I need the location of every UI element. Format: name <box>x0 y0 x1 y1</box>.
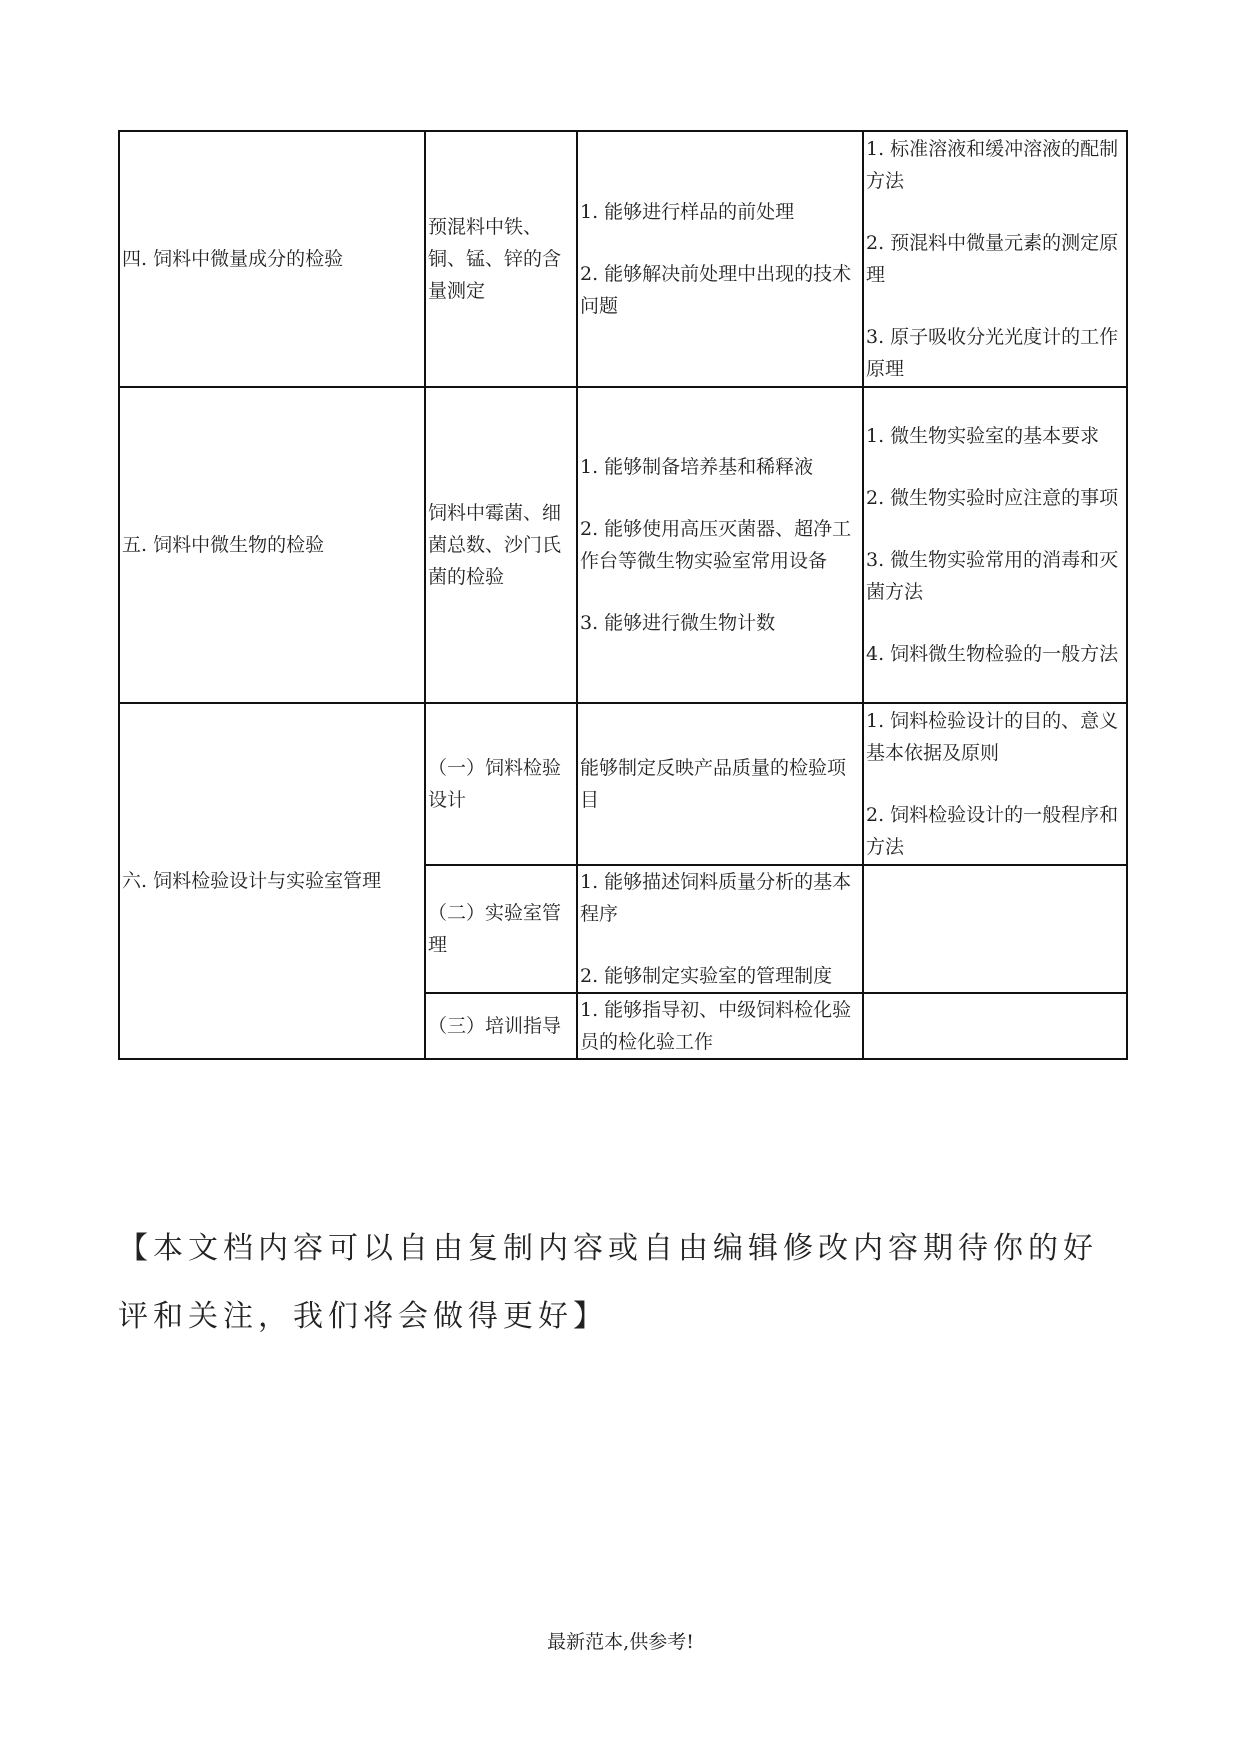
skill-item: 能够制定反映产品质量的检验项目 <box>580 757 847 811</box>
page-footer: 最新范本,供参考! <box>547 1631 694 1653</box>
skills-cell <box>577 131 863 387</box>
knowledge-item: 2. 预混料中微量元素的测定原理 <box>866 232 1119 286</box>
content-cell: 预混料中铁、铜、锰、锌的含量测定 <box>425 131 577 387</box>
module-cell: 四. 饲料中微量成分的检验 <box>119 131 425 387</box>
knowledge-item: 2. 饲料检验设计的一般程序和方法 <box>866 804 1119 858</box>
knowledge-item: 2. 微生物实验时应注意的事项 <box>866 487 1119 509</box>
knowledge-item: 3. 原子吸收分光光度计的工作原理 <box>866 326 1119 380</box>
module-cell: 五. 饲料中微生物的检验 <box>119 387 425 703</box>
table-row <box>119 131 1127 387</box>
knowledge-cell <box>863 993 1127 1059</box>
skills-cell <box>577 387 863 703</box>
table-row <box>119 387 1127 703</box>
knowledge-item: 3. 微生物实验常用的消毒和灭菌方法 <box>866 549 1119 603</box>
content-cell: 饲料中霉菌、细菌总数、沙门氏菌的检验 <box>425 387 577 703</box>
skill-item: 1. 能够制备培养基和稀释液 <box>580 456 814 478</box>
skill-item: 2. 能够制定实验室的管理制度 <box>580 965 833 987</box>
knowledge-item: 4. 饲料微生物检验的一般方法 <box>866 643 1119 665</box>
knowledge-cell <box>863 703 1127 865</box>
content-cell: （三）培训指导 <box>425 993 577 1059</box>
skill-item: 1. 能够进行样品的前处理 <box>580 201 795 223</box>
skill-item: 1. 能够描述饲料质量分析的基本程序 <box>580 871 852 925</box>
skill-item: 2. 能够使用高压灭菌器、超净工作台等微生物实验室常用设备 <box>580 518 852 572</box>
skills-cell <box>577 703 863 865</box>
content-cell: （二）实验室管理 <box>425 865 577 993</box>
document-note: 【本文档内容可以自由复制内容或自由编辑修改内容期待你的好评和关注，我们将会做得更好】 <box>118 1231 1098 1334</box>
knowledge-item: 1. 饲料检验设计的目的、意义基本依据及原则 <box>866 710 1119 764</box>
skill-item: 3. 能够进行微生物计数 <box>580 612 776 634</box>
knowledge-cell <box>863 865 1127 993</box>
skill-item: 2. 能够解决前处理中出现的技术问题 <box>580 263 852 317</box>
table-row <box>119 703 1127 865</box>
skills-cell <box>577 993 863 1059</box>
module-cell: 六. 饲料检验设计与实验室管理 <box>119 703 425 1059</box>
skills-cell <box>577 865 863 993</box>
skill-item: 1. 能够指导初、中级饲料检化验员的检化验工作 <box>580 999 852 1053</box>
content-cell: （一）饲料检验设计 <box>425 703 577 865</box>
knowledge-item: 1. 微生物实验室的基本要求 <box>866 425 1100 447</box>
knowledge-cell <box>863 387 1127 703</box>
standard-table <box>118 130 1128 1060</box>
knowledge-cell <box>863 131 1127 387</box>
knowledge-item: 1. 标准溶液和缓冲溶液的配制方法 <box>866 138 1119 192</box>
